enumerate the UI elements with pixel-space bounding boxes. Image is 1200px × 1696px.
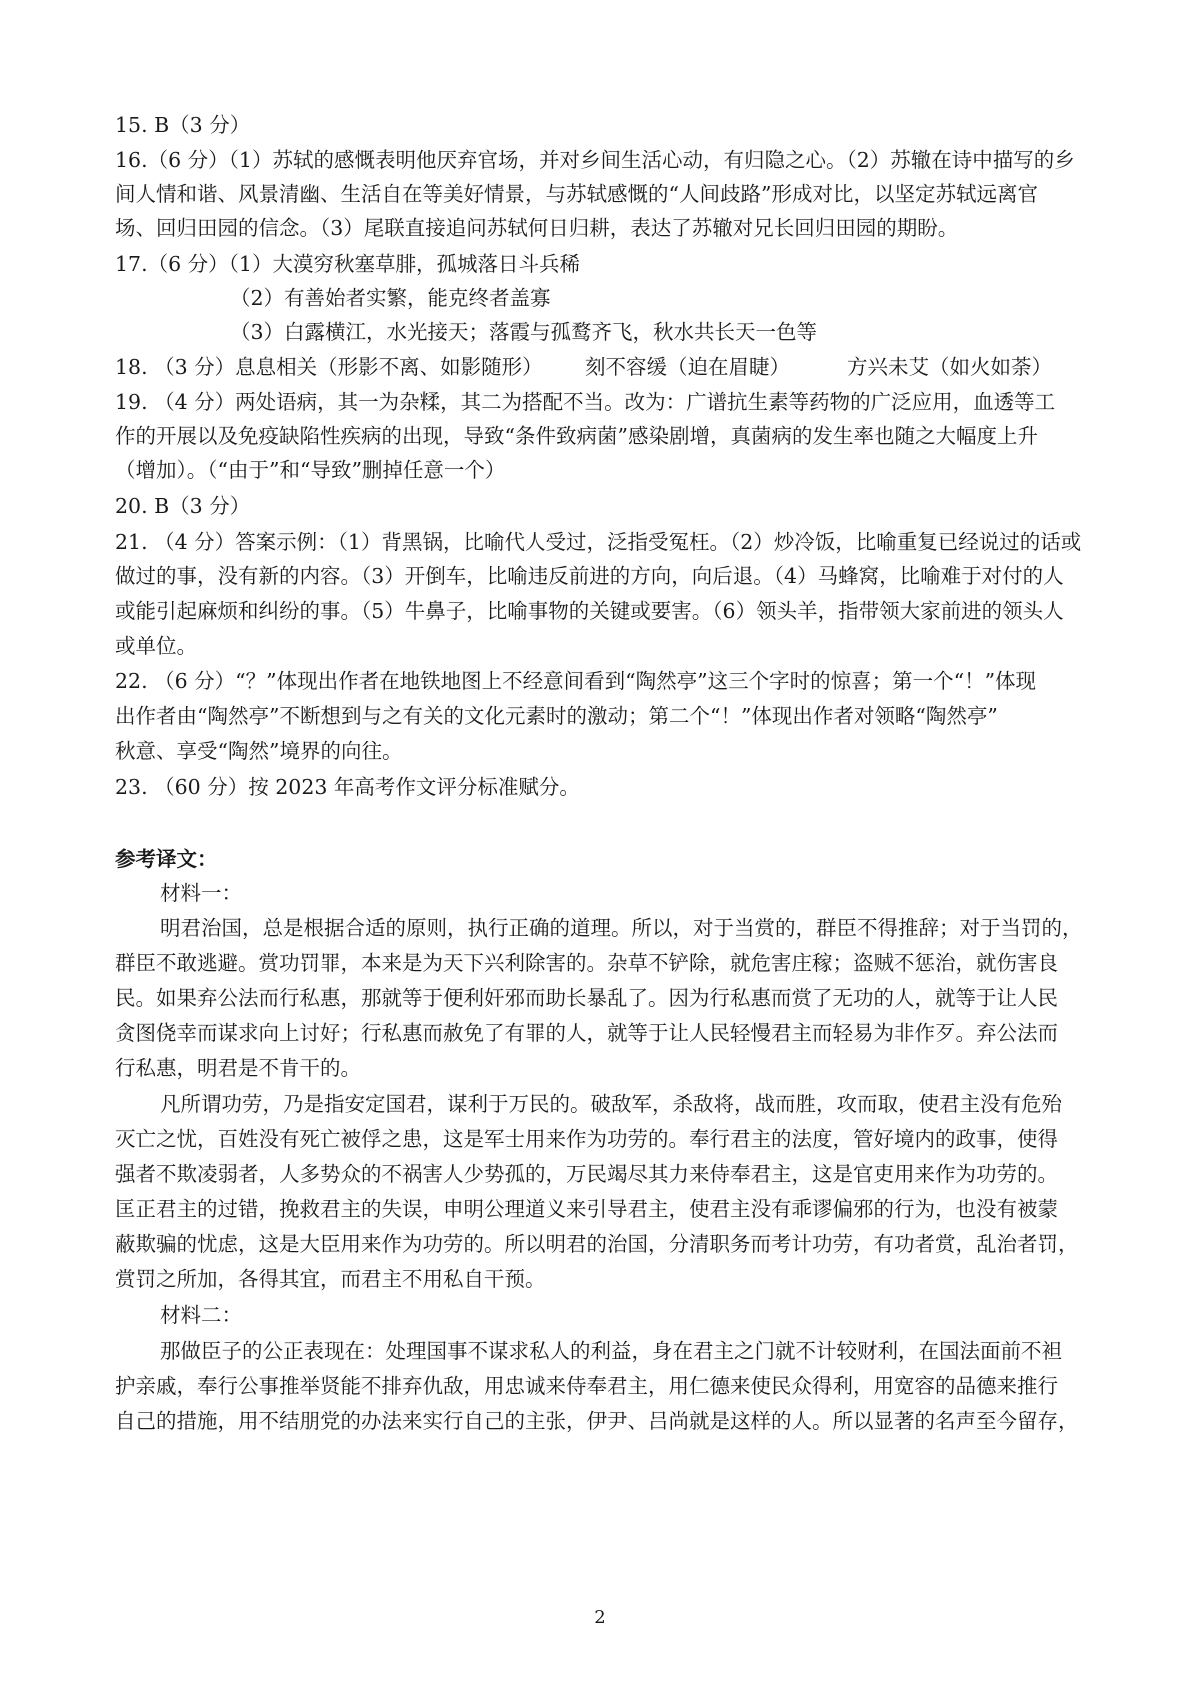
answer-23: 23. （60 分）按 2023 年高考作文评分标准赋分。 <box>115 775 580 799</box>
paragraph-1-line-5: 行私惠，明君是不肯干的。 <box>115 1056 361 1080</box>
paragraph-3-line-2: 护亲戚，奉行公事推举贤能不排弃仇敌，用忠诚来侍奉君主，用仁德来使民众得利，用宽容的品德来推行 <box>115 1374 1058 1398</box>
paragraph-2-line-2: 灭亡之忧，百姓没有死亡被俘之患，这是军士用来作为功劳的。奉行君主的法度，管好境内的政事，使得 <box>115 1127 1058 1151</box>
answer-18 <box>115 352 1100 382</box>
paragraph-1-line-3: 民。如果弃公法而行私惠，那就等于便利奸邪而助长暴乱了。因为行私惠而赏了无功的人，就等于让人民 <box>115 986 1058 1010</box>
answer-19-line-3: （增加）。（“由于”和“导致”删掉任意一个） <box>115 458 506 482</box>
paragraph-3-line-3: 自己的措施，用不结朋党的办法来实行自己的主张，伊尹、吕尚就是这样的人。所以显著的名声至今留存， <box>115 1409 1079 1433</box>
paragraph-2-line-4: 匡正君主的过错，挽救君主的失误，申明公理道义来引导君主，使君主没有乖谬偏邪的行为，也没有被蒙 <box>115 1197 1058 1221</box>
paragraph-3-line-1: 那做臣子的公正表现在：处理国事不谋求私人的利益，身在君主之门就不计较财利，在国法面前不袒 <box>160 1339 1062 1363</box>
paragraph-2-line-1: 凡所谓功劳，乃是指安定国君，谋利于万民的。破敌军，杀敌将，战而胜，攻而取，使君主没有危殆 <box>160 1092 1062 1116</box>
answer-16-line-3: 场、回归田园的信念。（3）尾联直接追问苏轼何日归耕，表达了苏辙对兄长回归田园的期盼。 <box>115 216 959 240</box>
translation-heading: 参考译文： <box>115 847 218 871</box>
paragraph-1-line-1: 明君治国，总是根据合适的原则，执行正确的道理。所以，对于当赏的，群臣不得推辞；对于当罚的， <box>160 916 1083 940</box>
answer-21-line-3: 或能引起麻烦和纠纷的事。（5）牛鼻子，比喻事物的关键或要害。（6）领头羊，指带领大家前进的领头人 <box>115 599 1064 623</box>
paragraph-2-line-3: 强者不欺凌弱者，人多势众的不祸害人少势孤的，万民竭尽其力来侍奉君主，这是官吏用来作为功劳的。 <box>115 1162 1058 1186</box>
answer-22-line-3: 秋意、享受“陶然”境界的向往。 <box>115 739 403 763</box>
answer-22-line-2: 出作者由“陶然亭”不断想到与之有关的文化元素时的激动；第二个“！”体现出作者对领略“陶然亭” <box>115 704 998 728</box>
material-2-label: 材料二： <box>160 1303 242 1327</box>
answer-20: 20. B（3 分） <box>115 494 251 518</box>
answer-18-part-3: 方兴未艾（如火如荼） <box>847 355 1052 379</box>
answer-17-line-3: （3）白露横江，水光接天；落霞与孤鹜齐飞，秋水共长天一色等 <box>230 320 818 344</box>
answer-17-line-2: （2）有善始者实繁，能克终者盖寡 <box>230 286 551 310</box>
answer-22-line-1: 22. （6 分）“？”体现出作者在地铁地图上不经意间看到“陶然亭”这三个字时的惊喜；第一个“！”体现 <box>115 669 1037 693</box>
paragraph-1-line-4: 贪图侥幸而谋求向上讨好；行私惠而赦免了有罪的人，就等于让人民轻慢君主而轻易为非作歹。弃公法而 <box>115 1021 1058 1045</box>
answer-16-line-1: 16.（6 分）（1）苏轼的感慨表明他厌弃官场，并对乡间生活心动，有归隐之心。（2）苏辙在诗中描写的乡 <box>115 148 1075 172</box>
answer-18-part-1: 18. （3 分）息息相关（形影不离、如影随形） <box>115 355 543 379</box>
answer-21-line-4: 或单位。 <box>115 634 197 658</box>
paragraph-1-line-2: 群臣不敢逃避。赏功罚罪，本来是为天下兴利除害的。杂草不铲除，就危害庄稼；盗贼不惩治，就伤害良 <box>115 951 1058 975</box>
answer-21-line-1: 21. （4 分）答案示例：（1）背黑锅，比喻代人受过，泛指受冤枉。（2）炒冷饭，比喻重复已经说过的话或 <box>115 530 1082 554</box>
answer-19-line-1: 19. （4 分）两处语病，其一为杂糅，其二为搭配不当。改为：广谱抗生素等药物的广泛应用，血透等工 <box>115 390 1056 414</box>
answer-15: 15. B（3 分） <box>115 113 251 137</box>
answer-17-line-1: 17.（6 分）（1）大漠穷秋塞草腓，孤城落日斗兵稀 <box>115 252 580 276</box>
answer-16-line-2: 间人情和谐、风景清幽、生活自在等美好情景，与苏轼感慨的“人间歧路”形成对比，以坚定苏轼远离官 <box>115 182 1038 206</box>
answer-18-part-2: 刻不容缓（迫在眉睫） <box>585 355 790 379</box>
paragraph-2-line-6: 赏罚之所加，各得其宜，而君主不用私自干预。 <box>115 1267 546 1291</box>
paragraph-2-line-5: 蔽欺骗的忧虑，这是大臣用来作为功劳的。所以明君的治国，分清职务而考计功劳，有功者赏，乱治者罚， <box>115 1232 1079 1256</box>
material-1-label: 材料一： <box>160 881 242 905</box>
answer-19-line-2: 作的开展以及免疫缺陷性疾病的出现，导致“条件致病菌”感染剧增，真菌病的发生率也随之大幅度上升 <box>115 424 1038 448</box>
page-number: 2 <box>594 1607 606 1628</box>
answer-21-line-2: 做过的事，没有新的内容。（3）开倒车，比喻违反前进的方向，向后退。（4）马蜂窝，比喻难于对付的人 <box>115 564 1064 588</box>
